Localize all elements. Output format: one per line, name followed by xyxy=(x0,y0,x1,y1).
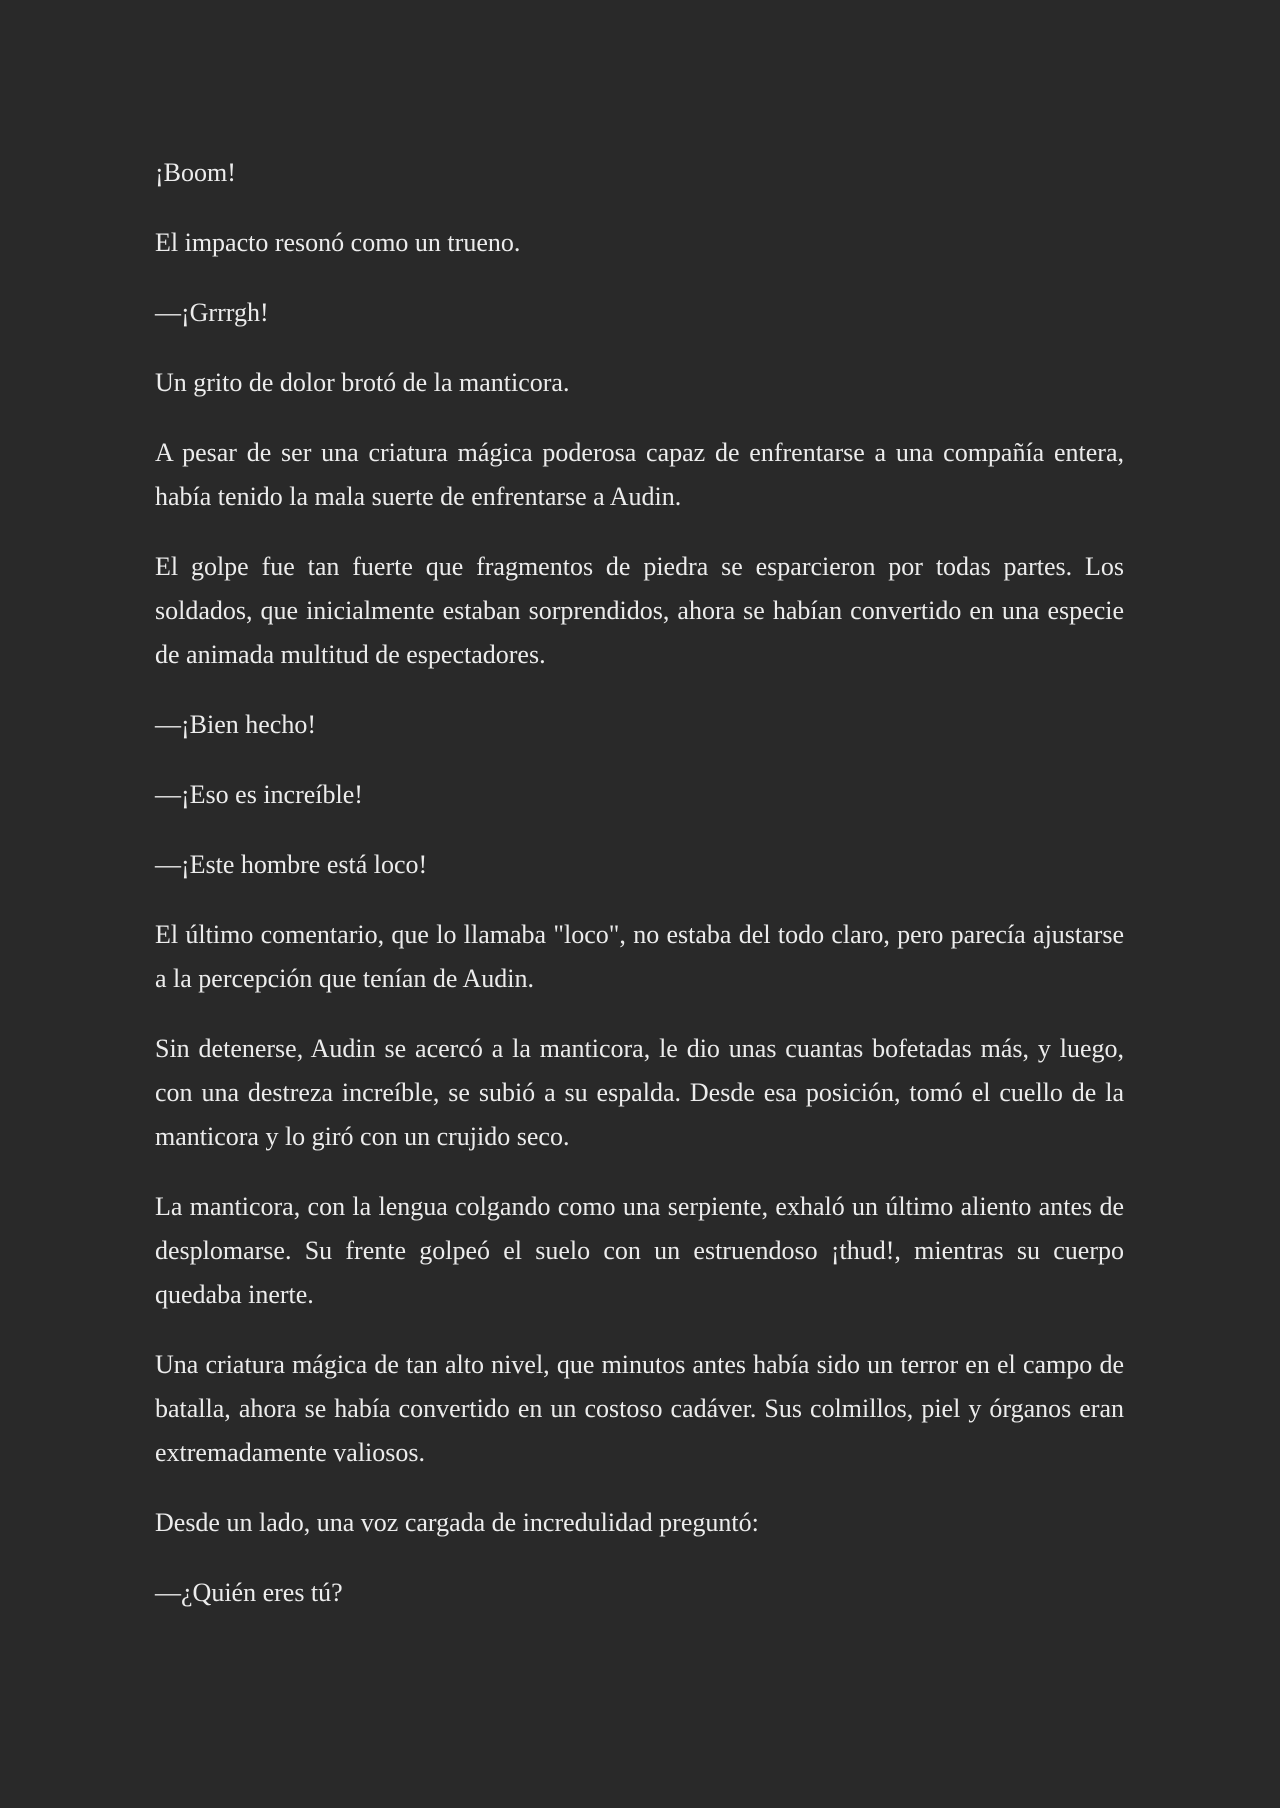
paragraph: Una criatura mágica de tan alto nivel, que minutos antes había sido un terror en el campo de batalla, ahora se había convertido en un costoso cadáver. Sus colmillos, piel y órganos eran extremadamente valiosos. xyxy=(155,1350,1124,1467)
paragraph: A pesar de ser una criatura mágica poderosa capaz de enfrentarse a una compañía entera, había tenido la mala suerte de enfrentarse a Audin. xyxy=(155,438,1124,511)
paragraph: Un grito de dolor brotó de la manticora. xyxy=(155,368,570,397)
paragraph: El golpe fue tan fuerte que fragmentos de piedra se esparcieron por todas partes. Los soldados, que inicialmente estaban sorprendidos, ahora se habían convertido en una especie de animada multitud de espectadores. xyxy=(155,552,1124,669)
paragraph: ¡Boom! xyxy=(155,158,236,187)
paragraph: Desde un lado, una voz cargada de incredulidad preguntó: xyxy=(155,1508,759,1537)
paragraph: Sin detenerse, Audin se acercó a la manticora, le dio unas cuantas bofetadas más, y luego, con una destreza increíble, se subió a su espalda. Desde esa posición, tomó el cuello de la manticora y lo giró con un crujido seco. xyxy=(155,1034,1124,1151)
paragraph: —¿Quién eres tú? xyxy=(155,1578,343,1607)
paragraph: —¡Bien hecho! xyxy=(155,710,317,739)
paragraph: El impacto resonó como un trueno. xyxy=(155,228,521,257)
paragraph: —¡Grrrgh! xyxy=(155,298,269,327)
chapter-text xyxy=(155,151,1124,1641)
paragraph: El último comentario, que lo llamaba "loco", no estaba del todo claro, pero parecía ajustarse a la percepción que tenían de Audin. xyxy=(155,920,1124,993)
paragraph: —¡Eso es increíble! xyxy=(155,780,363,809)
paragraph: —¡Este hombre está loco! xyxy=(155,850,428,879)
paragraph: La manticora, con la lengua colgando como una serpiente, exhaló un último aliento antes de desplomarse. Su frente golpeó el suelo con un estruendoso ¡thud!, mientras su cuerpo quedaba inerte. xyxy=(155,1192,1124,1309)
